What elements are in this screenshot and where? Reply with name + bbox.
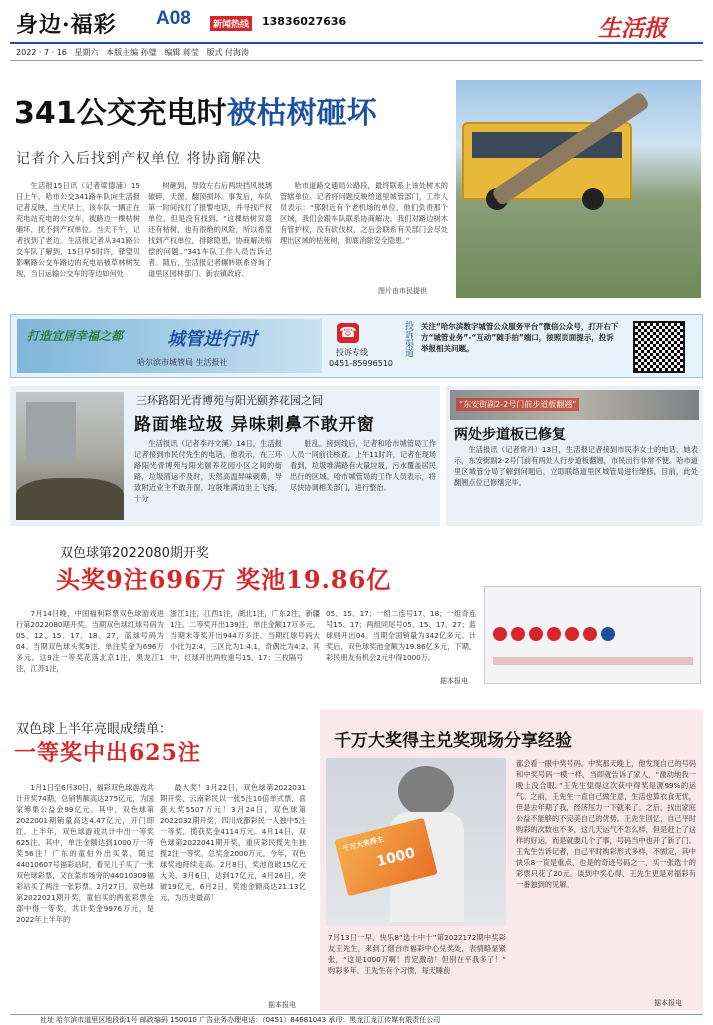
story-headline <box>14 88 377 132</box>
story-column-3: 哈市道路交通局公路段，最终联系上该处树木的管辖单位。记者将问题反映给道里城管部门，工作人员表示：“那附近有个老机场的单位，他们负责那个区域，我们会跟车队联系协商解决。我们对路边树木有管护权，没有砍伐权，之后会联系有关部门会尽处理出区域的枯死树，彻底消除安全隐患。” <box>280 181 448 245</box>
lottery-screen-photo <box>484 586 701 684</box>
story-column-2: 树砸到，导致左右后两块挡风玻璃破碎，天窗、翻顶损坏。事发后，车队第一时间找打了报警电话，并寻找产权单位，但是没有找到。“这棵枯树究竟还有枯树，也有很绝的风险，所以希望找到产权单位，排除隐患，协商解决赔偿的问题。”341车队工作人员告诉记者。随后，生活报记者辗转联系咨询了道里区园林部门、新农镇政府、 <box>148 181 272 278</box>
building-shape <box>26 402 76 462</box>
red-ball-icon <box>583 627 597 641</box>
story-column-2: 脏乱。接到线后，记者和哈市城管局工作人员一同前往核查。上午11时许，记者在现场看到，垃圾堆满路有大量垃圾，污水覆盖居民出行的区域。哈市城管局的工作人员表示，将尽快协调相关部门，进行整治。 <box>290 439 436 492</box>
banner-side-label: 投诉渠道 <box>403 321 413 357</box>
story-headline: 路面堆垃圾 异味刺鼻不敢开窗 <box>134 415 375 435</box>
story-kicker: 双色球第2022080期开奖 <box>60 546 209 561</box>
story-headline: 头奖9注696万 奖池19.86亿 <box>56 565 392 594</box>
bus-photo <box>456 80 701 298</box>
story-pavement <box>446 386 703 526</box>
red-ball-icon <box>529 627 543 641</box>
paper-logo: 生活报 <box>598 15 667 42</box>
header-rule-bottom <box>10 60 703 61</box>
story-credit: 据本报电 <box>268 1001 296 1009</box>
complaint-hotline: 0451-85996510 <box>329 359 393 368</box>
banner-instructions: 关注“哈尔滨数字城管公众服务平台”微信公众号，打开右下方“城管业务”-“互动”随手拍”端口，按照页面提示，投诉举报相关问题。 <box>421 322 619 353</box>
headline-part-a: 341公交充电时 <box>14 96 227 131</box>
garbage-pile <box>16 478 124 520</box>
story-headline: 千万大奖得主兑奖现场分享经验 <box>334 731 572 751</box>
story-subtitle: 记者介入后找到产权单位 将协商解决 <box>16 151 262 167</box>
screen-bar <box>493 657 693 665</box>
blue-ball-icon <box>601 627 615 641</box>
story-column-2: 浙江1注，江西1注，湖北1注，广东2注，新疆1注。二等奖开出139注，单注金额17万多元。当期末等奖开出944万多注。当期红球号码大小比为2:4，三区比为1:4:1，奇偶比为4:2。其中，红球开出两枚重号15、17；三枚隔号 <box>170 609 320 662</box>
story-column-1: 1月1日至6月30日，福彩双色球游戏共计开奖74期，总销售额高达275亿元，为国家筹集公益金99亿元。其中，双色球第2022001期销量高达4.47亿元，开门即红。上半年，双色球游戏共计中出一等奖625注。其中，单注金额达到1000万一等奖56注！广东的童伯外出买菜，随过44010607号福彩站时，看见儿子买了一张双色球彩票，又在菜市场旁的44010309福彩站买了两注一张彩票。2月27日，双色球第2022021期开奖，童伯买的两张彩票全部中得一等奖，共计奖金9976万元，是2022年上半年的 <box>16 783 154 924</box>
masthead <box>10 6 703 72</box>
bear-mascot-head <box>398 766 454 816</box>
hotline-number: 13836027636 <box>262 15 347 28</box>
story-column-right: 都会看一眼中奖号码。中奖那天晚上，他发现自己的号码和中奖号码一模一样，当即就告诉了家人，“激动地我一晚上没合眼。”王先生觉得这次获中得奖是源99%的运气。之前，王先生一直自己做生意，生活也算衣食无忧，但是去年期了我，经济压力一下就来了。之后，找出家庭公益不能够的不完美自己的优势。王先生回忆，自己平时购彩的次数也不多，这几天运气不怎么样，但是赶上了这样的好运，而是就要几个了事，号码当中也开了新了门。王先生告诉记者，自己平时购彩形式多样，不固定，其中快乐8一直是重点，也是的奇迹号码之一，买一张选十的彩票只花了20元。谈到中奖心得，王先生更是对福彩有一番独到的见解。 <box>516 759 696 889</box>
story-credit: 据本报电 <box>440 677 468 685</box>
hotline-label: 新闻热线 <box>210 16 252 31</box>
headline-part-b: 被枯树砸坏 <box>226 96 377 131</box>
section-title: 身边·福彩 <box>16 12 117 38</box>
ball-row <box>493 627 615 641</box>
story-headline: 两处步道板已修复 <box>454 427 566 443</box>
banner-line1: 打造宜居幸福之都 <box>27 329 124 343</box>
banner-left <box>17 319 322 373</box>
story-bus-tree <box>10 80 703 300</box>
story-column-1: 生活报讯（记者李丹文溪）14日，生活报记者接到市民付先生的电话，他表示，在三环路阳光青博苑与阳光颐养花园小区之间的街路，垃圾清运不及时，天然高温异味刺鼻，导致附近业主不敢开窗，垃圾堆满边坐上飞扬，十分 <box>134 439 282 503</box>
garbage-photo <box>16 392 124 520</box>
winner-photo <box>326 758 506 926</box>
story-column-3: 05、15、17；一组二连号17、18；一组奇连号15、17；两组同尾号05、15、17、27；蓝球则开出04。当期全国销量为342亿多元。计奖后，双色球奖池金额为19.86亿多元，下期，彩民朋友有机会2元中得1000万。 <box>326 609 476 662</box>
story-credit: 据本报电 <box>654 999 682 1007</box>
prize-amount: 1000 <box>375 845 417 871</box>
header-rule <box>10 42 703 44</box>
story-garbage <box>10 386 440 526</box>
banner-org: 哈尔滨市城管局 生活报社 <box>137 358 228 367</box>
red-ball-icon <box>511 627 525 641</box>
story-body: 生活报讯（记者常丹）13日，生活报记者接到市民李女士的电话，她表示，东安街副2-2号门前有两处人行步道板翻翘，市民出行非常不便。哈市道里区城管分局了解到问题后，立即联络道里区城管局进行维修。目前，此处翻翘点位已修缮完毕。 <box>454 445 698 487</box>
story-kicker: 双色球上半年亮眼成绩单： <box>16 722 173 737</box>
bus-wheel <box>582 188 604 210</box>
phone-icon: ☎ <box>337 323 359 343</box>
red-ball-icon <box>493 627 507 641</box>
banner-line2: 城管进行时 <box>167 329 257 350</box>
winner-story <box>320 710 703 1010</box>
city-management-banner <box>10 314 703 378</box>
date-line: 2022 · 7 · 16 星期六 本版主编 孙璧 编辑 蒋莹 版式 付海涛 <box>16 48 250 57</box>
photo-caption: “东安街副2-2号门前步道板翻翘” <box>456 398 579 411</box>
story-column-2: 最大奖！3月22日，双色球第2022031期开奖，云南彩民以一张5注10倍单式票，喜获大奖5507万元！3月24日，双色球第2022032期开奖，四川成都彩民一人独中5注一等奖，揽获奖金4114万元。4月14日，双色球第2022041期开奖，重庆彩民揽先生独揽2注一等奖，总奖金2000万元。今年，双色球奖池持续走高。2月8日，奖池首破15亿元大关，3月6日，达到17亿元，4月26日，突破19亿元，6月2日，奖池金额高达21.13亿元，为历史最高！ <box>160 783 306 902</box>
half-year-report <box>10 710 310 1010</box>
story-body-below-photo: 7月13日一早，快乐8“选十中十”第2022172期中奖彩友王先生，来到了烟台市福彩中心兑奖处，表情略显紧张，“这是1000万啊！肯定激动！但别在平我多了！” 购彩多年，王先生有个习惯，每天睡前 <box>328 933 506 975</box>
story-headline: 一等奖中出625注 <box>14 740 201 766</box>
complaint-label: 投诉专线 <box>336 348 368 357</box>
photo-credit: 图片由市民提供 <box>378 287 427 295</box>
prize-card-label: 千万大奖得主 <box>341 835 385 854</box>
pavement-photo <box>450 390 699 420</box>
red-ball-icon <box>547 627 561 641</box>
story-column-1: 生活报15日讯（记者梁德浦）15日上午，哈市公交341路车队向生活报记者反映，当天早上，该车队一辆正在充电站充电的公交车，被路边一棵枯树砸坏，扰不到产权单位。当天下午，记者找到了老边。生活报记者从341路公交车队了解到，15日早5时许，驿望贝影喇路公交车路边的充电站被草林树发现，当日运输公交车的等边如何处 <box>16 181 140 278</box>
page-number: A08 <box>156 8 191 29</box>
red-ball-icon <box>565 627 579 641</box>
lottery-draw-story <box>10 536 703 686</box>
footer: 社址 哈尔滨市道里区地段街1号 邮政编码 150010 广告业务办理电话：（0451）84681043 承印：黑龙江龙江传媒有限责任公司 <box>40 1016 441 1024</box>
story-kicker: 三环路阳光青博苑与阳光颐养花园之间 <box>136 394 323 407</box>
story-column-1: 7月14日晚，中国福利彩票双色球游戏进行第2022080期开奖。当期双色球红球号码为05、12、15、17、18、27，蓝球号码为04。当期双色球头奖9注，单注奖金为696万多元。这9注一等奖花落北京1注，黑龙江1注，江苏1注， <box>16 609 164 673</box>
qr-code <box>633 321 685 373</box>
